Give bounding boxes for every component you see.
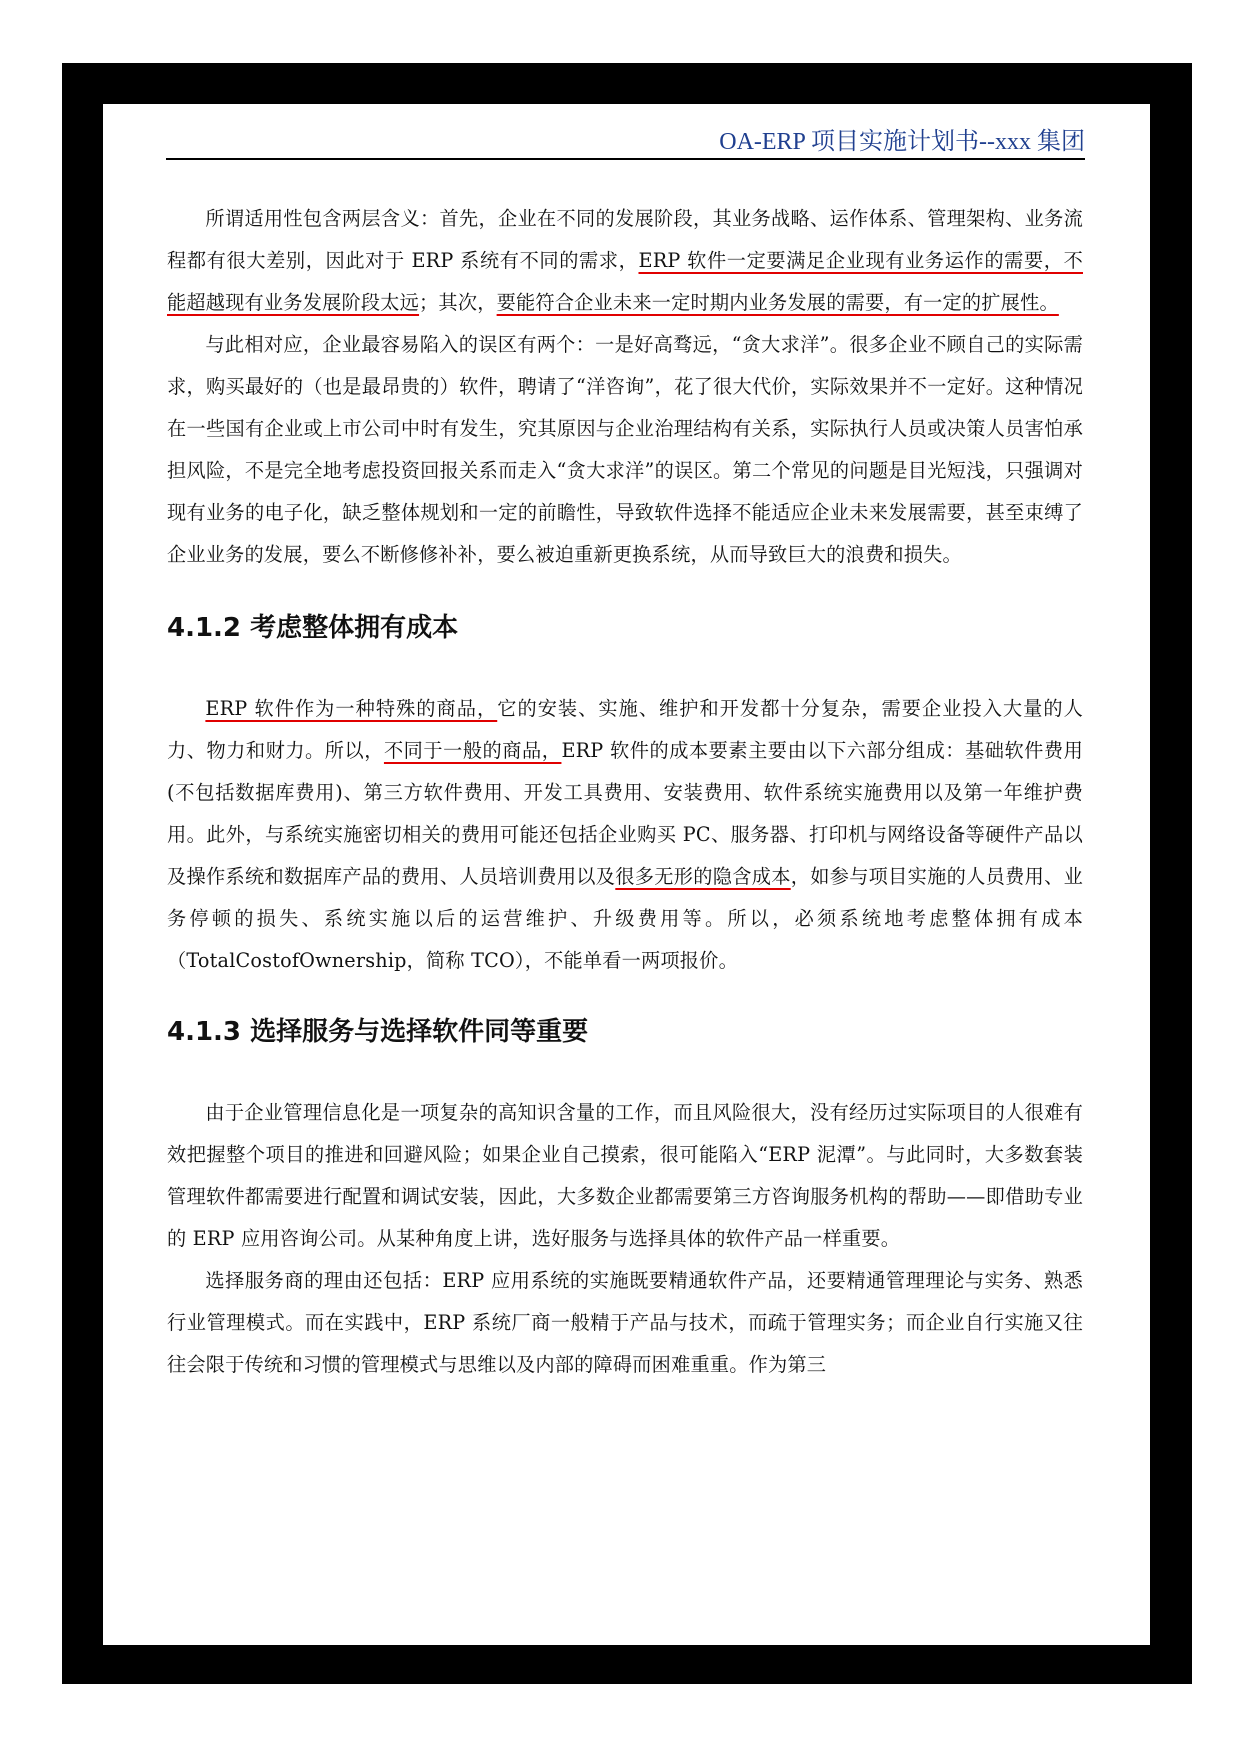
text-run: ERP 软件的成本要素主要由以下六部分组成：基础软件费用(不包括数据库费用)、第三方软件费用、开发工具费用、安装费用、软件系统实施费用以及第一年维护费用。此外，与系统实施密切相关的费用可能还包括企业购买 PC、服务器、打印机与网络设备等硬件产品以及操作系统和数据库产品的费用、人员培训费用以及 <box>167 739 1084 888</box>
paragraph-applicability <box>167 198 1083 324</box>
underlined-text: ERP 软件作为一种特殊的商品， <box>205 697 498 720</box>
document-body <box>167 198 1083 1386</box>
paragraph-service: 由于企业管理信息化是一项复杂的高知识含量的工作，而且风险很大，没有经历过实际项目的人很难有效把握整个项目的推进和回避风险；如果企业自己摸索，很可能陷入“ERP 泥潭”。与此同时，大多数套装管理软件都需要进行配置和调试安装，因此，大多数企业都需要第三方咨询服务机构的帮助——即借助专业的 ERP 应用咨询公司。从某种角度上讲，选好服务与选择具体的软件产品一样重要。 <box>167 1101 1083 1250</box>
paragraph-service-reasons: 选择服务商的理由还包括：ERP 应用系统的实施既要精通软件产品，还要精通管理理论与实务、熟悉行业管理模式。而在实践中，ERP 系统厂商一般精于产品与技术，而疏于管理实务；而企业自行实施又往往会限于传统和习惯的管理模式与思维以及内部的障碍而困难重重。作为第三 <box>167 1269 1083 1376</box>
running-header: OA-ERP 项目实施计划书--xxx 集团 <box>166 128 1085 160</box>
text-run: ；其次， <box>419 291 497 314</box>
underlined-text: 要能符合企业未来一定时期内业务发展的需要，有一定的扩展性。 <box>496 291 1059 314</box>
paragraph-tco <box>167 688 1083 982</box>
underlined-text: 很多无形的隐含成本 <box>615 865 791 888</box>
paragraph-pitfalls: 与此相对应，企业最容易陷入的误区有两个：一是好高骛远，“贪大求洋”。很多企业不顾自己的实际需求，购买最好的（也是最昂贵的）软件，聘请了“洋咨询”，花了很大代价，实际效果并不一定好。这种情况在一些国有企业或上市公司中时有发生，究其原因与企业治理结构有关系，实际执行人员或决策人员害怕承担风险，不是完全地考虑投资回报关系而走入“贪大求洋”的误区。第二个常见的问题是目光短浅，只强调对现有业务的电子化，缺乏整体规划和一定的前瞻性，导致软件选择不能适应企业未来发展需要，甚至束缚了企业业务的发展，要么不断修修补补，要么被迫重新更换系统，从而导致巨大的浪费和损失。 <box>167 333 1083 566</box>
text-run: ，如参与项目实施的人员费用、业务停顿的损失、系统实施以后的运营维护、升级费用等。所以，必须系统地考虑整体拥有成本（TotalCostofOwnership，简称 TCO），不能单看一两项报价。 <box>167 865 1083 972</box>
underlined-text: ERP 软件一定要满足企业现有业务运作的需要，不能超越现有业务发展阶段太远 <box>167 249 1083 314</box>
section-heading-4-1-3: 4.1.3 选择服务与选择软件同等重要 <box>167 1017 589 1047</box>
underlined-text: 不同于一般的商品， <box>383 739 562 762</box>
text-run: 所谓适用性包含两层含义：首先，企业在不同的发展阶段，其业务战略、运作体系、管理架构、业务流程都有很大差别，因此对于 ERP 系统有不同的需求， <box>167 207 1083 272</box>
document-page <box>103 104 1150 1645</box>
text-run: 它的安装、实施、维护和开发都十分复杂，需要企业投入大量的人力、物力和财力。所以， <box>167 697 1083 762</box>
section-heading-4-1-2: 4.1.2 考虑整体拥有成本 <box>167 613 459 643</box>
